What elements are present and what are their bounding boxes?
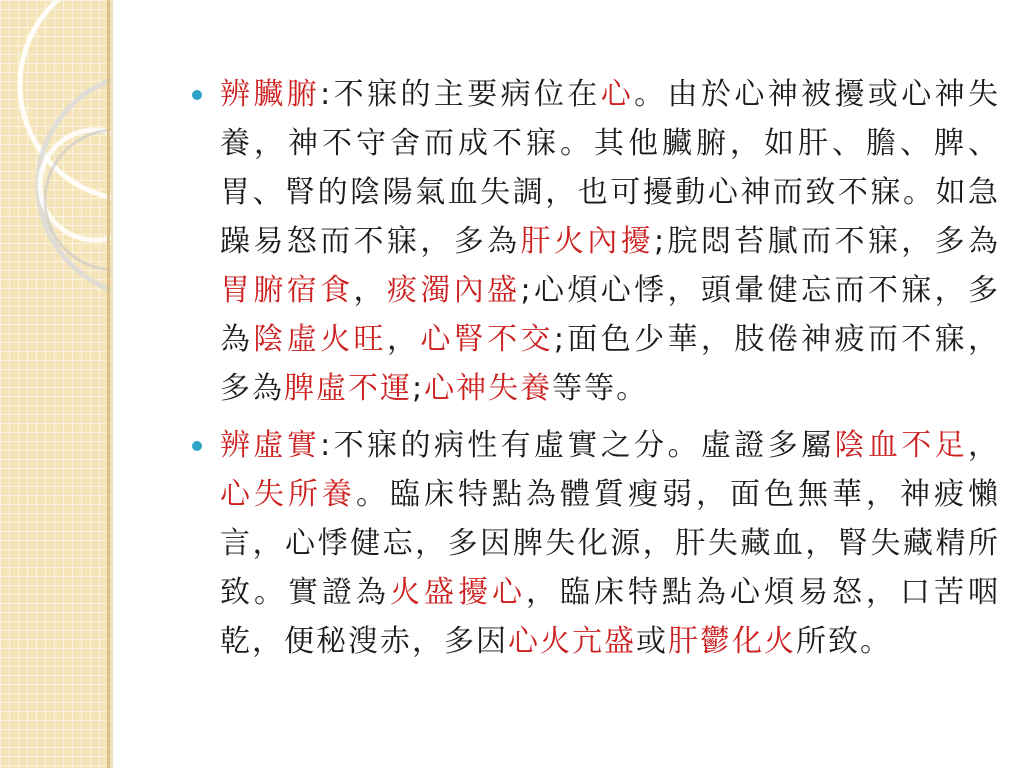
highlight-term: 心	[600, 77, 635, 112]
highlight-term: 胃腑宿食	[220, 273, 354, 308]
body-text: :不寐的主要病位在	[320, 77, 601, 112]
highlight-term: 心腎不交	[420, 322, 554, 357]
body-text: 等等。	[552, 371, 649, 406]
body-text: ;面色少華，肢倦神疲而不寐，多為	[220, 322, 1001, 406]
highlight-term: 痰濁內盛	[386, 273, 521, 308]
bullet-dot-icon	[192, 441, 202, 451]
highlight-term: 肝火內擾	[520, 224, 655, 259]
body-text: ，	[386, 322, 421, 357]
body-text: 或	[636, 624, 668, 659]
bullet-item	[150, 70, 1000, 413]
highlight-term: 心神失養	[424, 371, 553, 406]
body-text: ，	[968, 428, 1001, 463]
slide-content	[150, 70, 1000, 674]
body-text: ;	[412, 371, 425, 406]
body-text: 所致。	[796, 624, 892, 659]
highlight-term: 火盛擾心	[390, 575, 526, 610]
sidebar-border-highlight	[111, 0, 113, 768]
bullet-text	[220, 70, 1000, 413]
highlight-term: 陰虛火旺	[253, 322, 387, 357]
highlight-term: 辨虛實	[220, 428, 321, 463]
decorative-rings	[0, 0, 113, 768]
bullet-item	[150, 421, 1000, 666]
decorative-sidebar	[0, 0, 113, 768]
body-text: :不寐的病性有虛實之分。虛證多屬	[320, 428, 835, 463]
decorative-ring-large	[20, 0, 113, 200]
body-text: ，	[353, 273, 387, 308]
highlight-term: 肝鬱化火	[668, 624, 796, 659]
highlight-term: 陰血不足	[834, 428, 969, 463]
sidebar-border	[107, 0, 110, 768]
highlight-term: 辨臟腑	[220, 77, 321, 112]
highlight-term: 心火亢盛	[508, 624, 636, 659]
highlight-term: 心失所養	[220, 477, 356, 512]
body-text: ;脘悶苔膩而不寐，多為	[654, 224, 1001, 259]
bullet-list	[150, 70, 1000, 666]
highlight-term: 脾虛不運	[284, 371, 412, 406]
body-text: ;心煩心悸，頭暈健忘而不寐，多為	[220, 273, 1001, 357]
body-text: ，臨床特點為心煩易怒，口苦咽乾，便秘溲赤，多因	[220, 575, 1000, 659]
body-text: 。由於心神被擾或心神失養，神不守舍而成不寐。其他臟腑，如肝、膽、脾、胃、腎的陰陽氣血失調，也可擾動心神而致不寐。如急躁易怒而不寐，多為	[220, 77, 1001, 259]
body-text: 。臨床特點為體質瘦弱，面色無華，神疲懶言，心悸健忘，多因脾失化源，肝失藏血，腎失藏精所致。實證為	[220, 477, 1000, 610]
bullet-text	[220, 421, 1000, 666]
bullet-dot-icon	[192, 90, 202, 100]
